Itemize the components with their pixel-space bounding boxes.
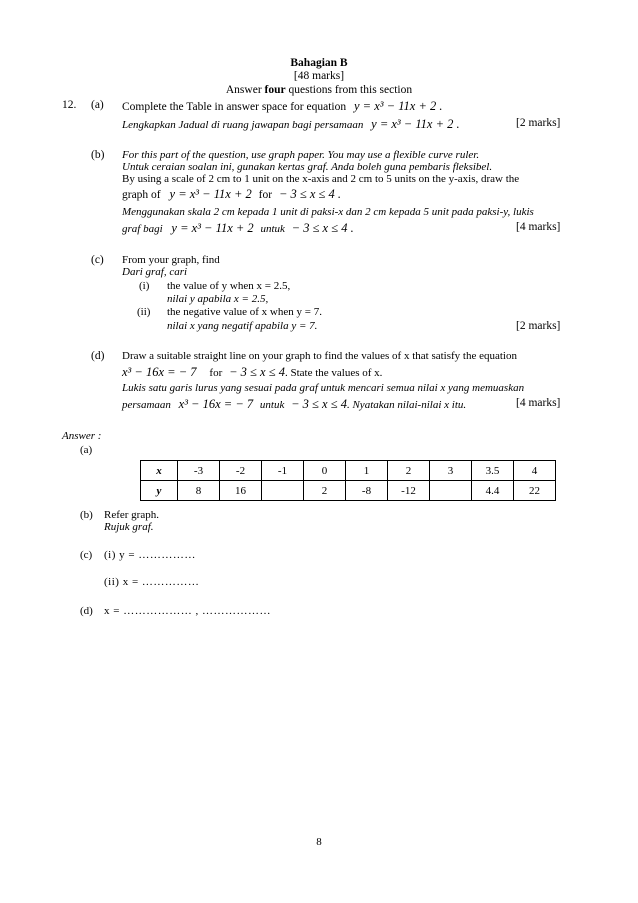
part-a-en bbox=[122, 99, 443, 114]
part-d-line2 bbox=[122, 365, 382, 380]
part-a-label: (a) bbox=[91, 99, 104, 111]
table-cell-y-blank[interactable] bbox=[262, 481, 304, 501]
part-d-line1: Draw a suitable straight line on your graph to find the values of x that satisfy the equation bbox=[122, 350, 517, 362]
part-b-line4-pre: graph of bbox=[122, 189, 161, 201]
part-b-line6-range: − 3 ≤ x ≤ 4 . bbox=[291, 221, 354, 235]
part-d-line2-post: . State the values of x. bbox=[284, 367, 383, 379]
part-b-marks: [4 marks] bbox=[516, 221, 561, 233]
part-a-ms-text: Lengkapkan Jadual di ruang jawapan bagi persamaan bbox=[122, 119, 364, 131]
table-cell-x: 3.5 bbox=[472, 461, 514, 481]
part-b-line3: By using a scale of 2 cm to 1 unit on the x-axis and 2 cm to 5 units on the y-axis, draw the bbox=[122, 173, 520, 185]
part-b-line5: Menggunakan skala 2 cm kepada 1 unit di paksi-x dan 2 cm kepada 5 unit pada paksi-y, lukis bbox=[122, 206, 534, 218]
table-cell-x: 4 bbox=[514, 461, 556, 481]
part-c-ii-ms: nilai x yang negatif apabila y = 7. bbox=[167, 320, 318, 332]
part-b-line6 bbox=[122, 221, 354, 236]
answer-table bbox=[140, 460, 556, 501]
table-cell-y: 8 bbox=[178, 481, 220, 501]
section-title: Bahagian B bbox=[290, 57, 348, 69]
table-cell-x: 2 bbox=[388, 461, 430, 481]
answer-c-ii[interactable]: (ii) x = …………… bbox=[104, 576, 200, 588]
table-cell-y: 22 bbox=[514, 481, 556, 501]
answer-b-en: Refer graph. bbox=[104, 509, 159, 521]
part-a-marks: [2 marks] bbox=[516, 117, 561, 129]
part-c-i-ms: nilai y apabila x = 2.5, bbox=[167, 293, 269, 305]
answer-b-ms: Rujuk graf. bbox=[104, 521, 154, 533]
part-b-line6-mid: untuk bbox=[260, 223, 285, 235]
part-b-label: (b) bbox=[91, 149, 105, 161]
table-cell-x: -2 bbox=[220, 461, 262, 481]
page-number: 8 bbox=[316, 836, 322, 848]
part-d-marks: [4 marks] bbox=[516, 397, 561, 409]
table-cell-x: 1 bbox=[346, 461, 388, 481]
part-c-ii-label: (ii) bbox=[137, 306, 151, 318]
table-cell-y: 2 bbox=[304, 481, 346, 501]
part-b-line2: Untuk ceraian soalan ini, gunakan kertas graf. Anda boleh guna pembaris fleksibel. bbox=[122, 161, 493, 173]
answer-d-line[interactable]: x = ……………… , ……………… bbox=[104, 605, 271, 617]
part-d-label: (d) bbox=[91, 350, 105, 362]
table-row-x bbox=[141, 461, 556, 481]
part-c-line2: Dari graf, cari bbox=[122, 266, 188, 278]
table-cell-x: 3 bbox=[430, 461, 472, 481]
section-marks: [48 marks] bbox=[293, 70, 345, 82]
table-cell-y: -8 bbox=[346, 481, 388, 501]
answer-a-label: (a) bbox=[80, 444, 93, 456]
part-d-line4-mid: untuk bbox=[259, 399, 285, 411]
instruction-pre: Answer bbox=[225, 84, 265, 96]
part-c-line1: From your graph, find bbox=[122, 254, 220, 266]
instruction-bold: four bbox=[264, 84, 286, 96]
table-cell-y: 16 bbox=[220, 481, 262, 501]
part-b-line4 bbox=[122, 187, 341, 202]
table-cell-x: -1 bbox=[262, 461, 304, 481]
part-d-line2-mid: for bbox=[209, 367, 223, 379]
answer-heading: Answer : bbox=[62, 430, 102, 442]
answer-b-label: (b) bbox=[80, 509, 93, 521]
table-cell-x: 0 bbox=[304, 461, 346, 481]
table-cell-y-blank[interactable] bbox=[430, 481, 472, 501]
table-header-x: x bbox=[141, 461, 178, 481]
part-d-line4-post: . Nyatakan nilai-nilai x itu. bbox=[346, 399, 467, 411]
part-c-i-en: the value of y when x = 2.5, bbox=[167, 280, 291, 292]
answer-d-label: (d) bbox=[80, 605, 93, 617]
part-a-ms bbox=[122, 117, 460, 132]
instruction-post: questions from this section bbox=[285, 84, 413, 96]
part-a-en-text: Complete the Table in answer space for equation bbox=[122, 101, 347, 113]
part-a-ms-eq: y = x³ − 11x + 2 . bbox=[371, 117, 460, 131]
part-d-line2-eq: x³ − 16x = − 7 bbox=[122, 365, 197, 379]
part-d-line2-range: − 3 ≤ x ≤ 4 bbox=[229, 365, 285, 379]
table-header-y: y bbox=[141, 481, 178, 501]
part-d-line4-pre: persamaan bbox=[122, 399, 171, 411]
question-number: 12. bbox=[62, 99, 77, 111]
answer-c-label: (c) bbox=[80, 549, 93, 561]
part-c-i-label: (i) bbox=[139, 280, 150, 292]
part-c-ii-en: the negative value of x when y = 7. bbox=[167, 306, 322, 318]
part-b-line1: For this part of the question, use graph paper. You may use a flexible curve ruler. bbox=[122, 149, 480, 161]
part-b-line4-range: − 3 ≤ x ≤ 4 . bbox=[278, 187, 342, 201]
part-b-line4-eq: y = x³ − 11x + 2 bbox=[169, 187, 252, 201]
part-c-label: (c) bbox=[91, 254, 104, 266]
table-cell-x: -3 bbox=[178, 461, 220, 481]
answer-c-i[interactable]: (i) y = …………… bbox=[104, 549, 196, 561]
section-instruction bbox=[0, 84, 638, 96]
part-b-line6-eq: y = x³ − 11x + 2 bbox=[171, 221, 254, 235]
part-a-eq: y = x³ − 11x + 2 . bbox=[354, 99, 443, 113]
table-cell-y: -12 bbox=[388, 481, 430, 501]
part-d-line4-range: − 3 ≤ x ≤ 4 bbox=[291, 397, 347, 411]
part-d-line4 bbox=[122, 397, 466, 412]
table-cell-y: 4.4 bbox=[472, 481, 514, 501]
part-d-line4-eq: x³ − 16x = − 7 bbox=[178, 397, 254, 411]
part-b-line6-pre: graf bagi bbox=[122, 223, 163, 235]
table-row-y bbox=[141, 481, 556, 501]
part-c-marks: [2 marks] bbox=[516, 320, 561, 332]
part-b-line4-mid: for bbox=[258, 189, 273, 201]
part-d-line3: Lukis satu garis lurus yang sesuai pada graf untuk mencari semua nilai x yang memuaskan bbox=[122, 382, 525, 394]
